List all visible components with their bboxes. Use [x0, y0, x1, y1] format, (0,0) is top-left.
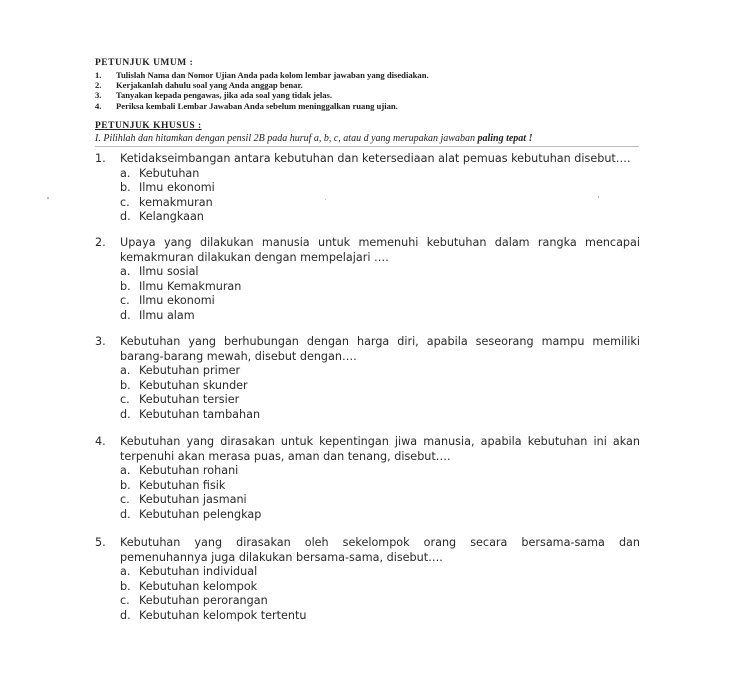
option-text: Ilmu ekonomi — [139, 294, 215, 307]
question-text: Upaya yang dilakukan manusia untuk memenuhi kebutuhan dalam rangka mencapai kemakmuran dilakukan dengan mempelajari …. — [120, 236, 640, 264]
umum-item-number: 1. — [95, 70, 102, 80]
option-list — [120, 167, 640, 225]
option-letter: c. — [120, 393, 130, 406]
option-text: Kebutuhan fisik — [139, 478, 226, 492]
option-letter: a. — [120, 166, 131, 180]
umum-item — [95, 101, 398, 111]
option-text: Kelangkaan — [139, 210, 204, 223]
petunjuk-umum-title: PETUNJUK UMUM : — [95, 58, 194, 68]
question-text: Kebutuhan yang dirasakan untuk kepentingan jiwa manusia, apabila kebutuhan ini akan terpenuhi akan merasa puas, aman dan tenang, disebut…. — [120, 435, 640, 463]
khusus-instruction-text: I. Pilihlah dan hitamkan dengan pensil 2B pada huruf a, b, c, atau d yang merupakan jawaban — [95, 133, 475, 144]
option-b — [120, 280, 640, 295]
option-letter: d. — [120, 210, 131, 223]
option-text: Kebutuhan kelompok tertentu — [139, 608, 307, 622]
question-number: 5. — [95, 536, 106, 549]
option-list — [120, 265, 640, 323]
option-a — [120, 364, 640, 379]
option-a — [120, 167, 640, 182]
option-letter: c. — [120, 493, 130, 506]
umum-item-text: Periksa kembali Lembar Jawaban Anda sebelum meninggalkan ruang ujian. — [116, 101, 398, 111]
option-text: Kebutuhan individual — [139, 565, 258, 578]
umum-item — [95, 80, 303, 90]
option-a — [120, 464, 640, 479]
option-text: Ilmu alam — [139, 308, 195, 322]
khusus-instruction — [95, 133, 532, 144]
umum-item-number: 2. — [95, 80, 102, 90]
question-3 — [95, 335, 640, 422]
option-text: Kebutuhan pelengkap — [139, 507, 262, 521]
option-letter: a. — [120, 464, 131, 477]
option-c — [120, 196, 640, 211]
option-d — [120, 210, 640, 225]
question-number: 4. — [95, 435, 106, 448]
option-b — [120, 379, 640, 394]
option-letter: c. — [120, 195, 130, 209]
question-4 — [95, 435, 640, 522]
option-letter: c. — [120, 594, 130, 607]
option-text: Kebutuhan rohani — [139, 464, 239, 477]
option-text: Kebutuhan — [139, 166, 200, 180]
option-b — [120, 181, 640, 196]
option-letter: b. — [120, 579, 131, 593]
option-d — [120, 408, 640, 423]
scan-speck — [598, 196, 599, 198]
umum-item — [95, 90, 332, 100]
umum-item-text: Tanyakan kepada pengawas, jika ada soal yang tidak jelas. — [116, 90, 333, 100]
option-b — [120, 479, 640, 494]
question-2 — [95, 236, 640, 323]
question-number: 2. — [95, 236, 106, 249]
question-1 — [95, 152, 640, 225]
umum-item-text: Kerjakanlah dahulu soal yang Anda anggap benar. — [116, 80, 303, 90]
option-list — [120, 565, 640, 623]
question-text: Ketidakseimbangan antara kebutuhan dan ketersediaan alat pemuas kebutuhan disebut…. — [120, 152, 631, 165]
question-5 — [95, 536, 640, 623]
option-letter: a. — [120, 364, 131, 377]
khusus-instruction-emphasis: paling tepat ! — [477, 133, 533, 144]
option-c — [120, 294, 640, 309]
option-letter: a. — [120, 565, 131, 578]
scan-speck — [47, 197, 49, 199]
scan-speck — [325, 199, 326, 200]
option-letter: b. — [120, 378, 131, 392]
umum-item-text: Tulislah Nama dan Nomor Ujian Anda pada kolom lembar jawaban yang disediakan. — [116, 70, 429, 80]
option-c — [120, 493, 640, 508]
option-letter: b. — [120, 478, 131, 492]
option-text: Kebutuhan tersier — [139, 393, 240, 406]
option-c — [120, 393, 640, 408]
option-letter: b. — [120, 279, 131, 293]
option-text: Kebutuhan primer — [139, 364, 241, 377]
option-text: Kebutuhan tambahan — [139, 407, 261, 421]
umum-item — [95, 70, 429, 80]
option-text: Ilmu sosial — [139, 265, 199, 278]
option-letter: b. — [120, 181, 131, 194]
option-text: Kebutuhan skunder — [139, 378, 248, 392]
question-number: 3. — [95, 335, 106, 348]
question-number: 1. — [95, 152, 106, 165]
option-text: Ilmu Kemakmuran — [139, 279, 242, 293]
option-letter: d. — [120, 507, 131, 521]
option-text: Kebutuhan kelompok — [139, 579, 258, 593]
umum-item-number: 4. — [95, 101, 102, 111]
option-text: Kebutuhan perorangan — [139, 594, 268, 607]
option-letter: c. — [120, 294, 130, 307]
option-letter: d. — [120, 308, 131, 322]
option-a — [120, 265, 640, 280]
petunjuk-khusus-title: PETUNJUK KHUSUS : — [95, 121, 202, 131]
option-a — [120, 565, 640, 580]
question-text: Kebutuhan yang dirasakan oleh sekelompok orang secara bersama-sama dan pemenuhannya juga dilakukan bersama-sama, disebut…. — [120, 536, 640, 564]
umum-item-number: 3. — [95, 90, 102, 100]
option-text: Ilmu ekonomi — [139, 181, 215, 194]
option-d — [120, 609, 640, 624]
option-c — [120, 594, 640, 609]
option-text: Kebutuhan jasmani — [139, 493, 247, 506]
option-letter: d. — [120, 608, 131, 622]
option-text: kemakmuran — [139, 195, 213, 209]
section-divider — [95, 146, 639, 147]
option-letter: a. — [120, 265, 131, 278]
option-letter: d. — [120, 407, 131, 421]
question-text: Kebutuhan yang berhubungan dengan harga diri, apabila seseorang mampu memiliki barang-barang mewah, disebut dengan…. — [120, 335, 640, 363]
option-b — [120, 580, 640, 595]
option-list — [120, 364, 640, 422]
option-list — [120, 464, 640, 522]
option-d — [120, 309, 640, 324]
option-d — [120, 508, 640, 523]
